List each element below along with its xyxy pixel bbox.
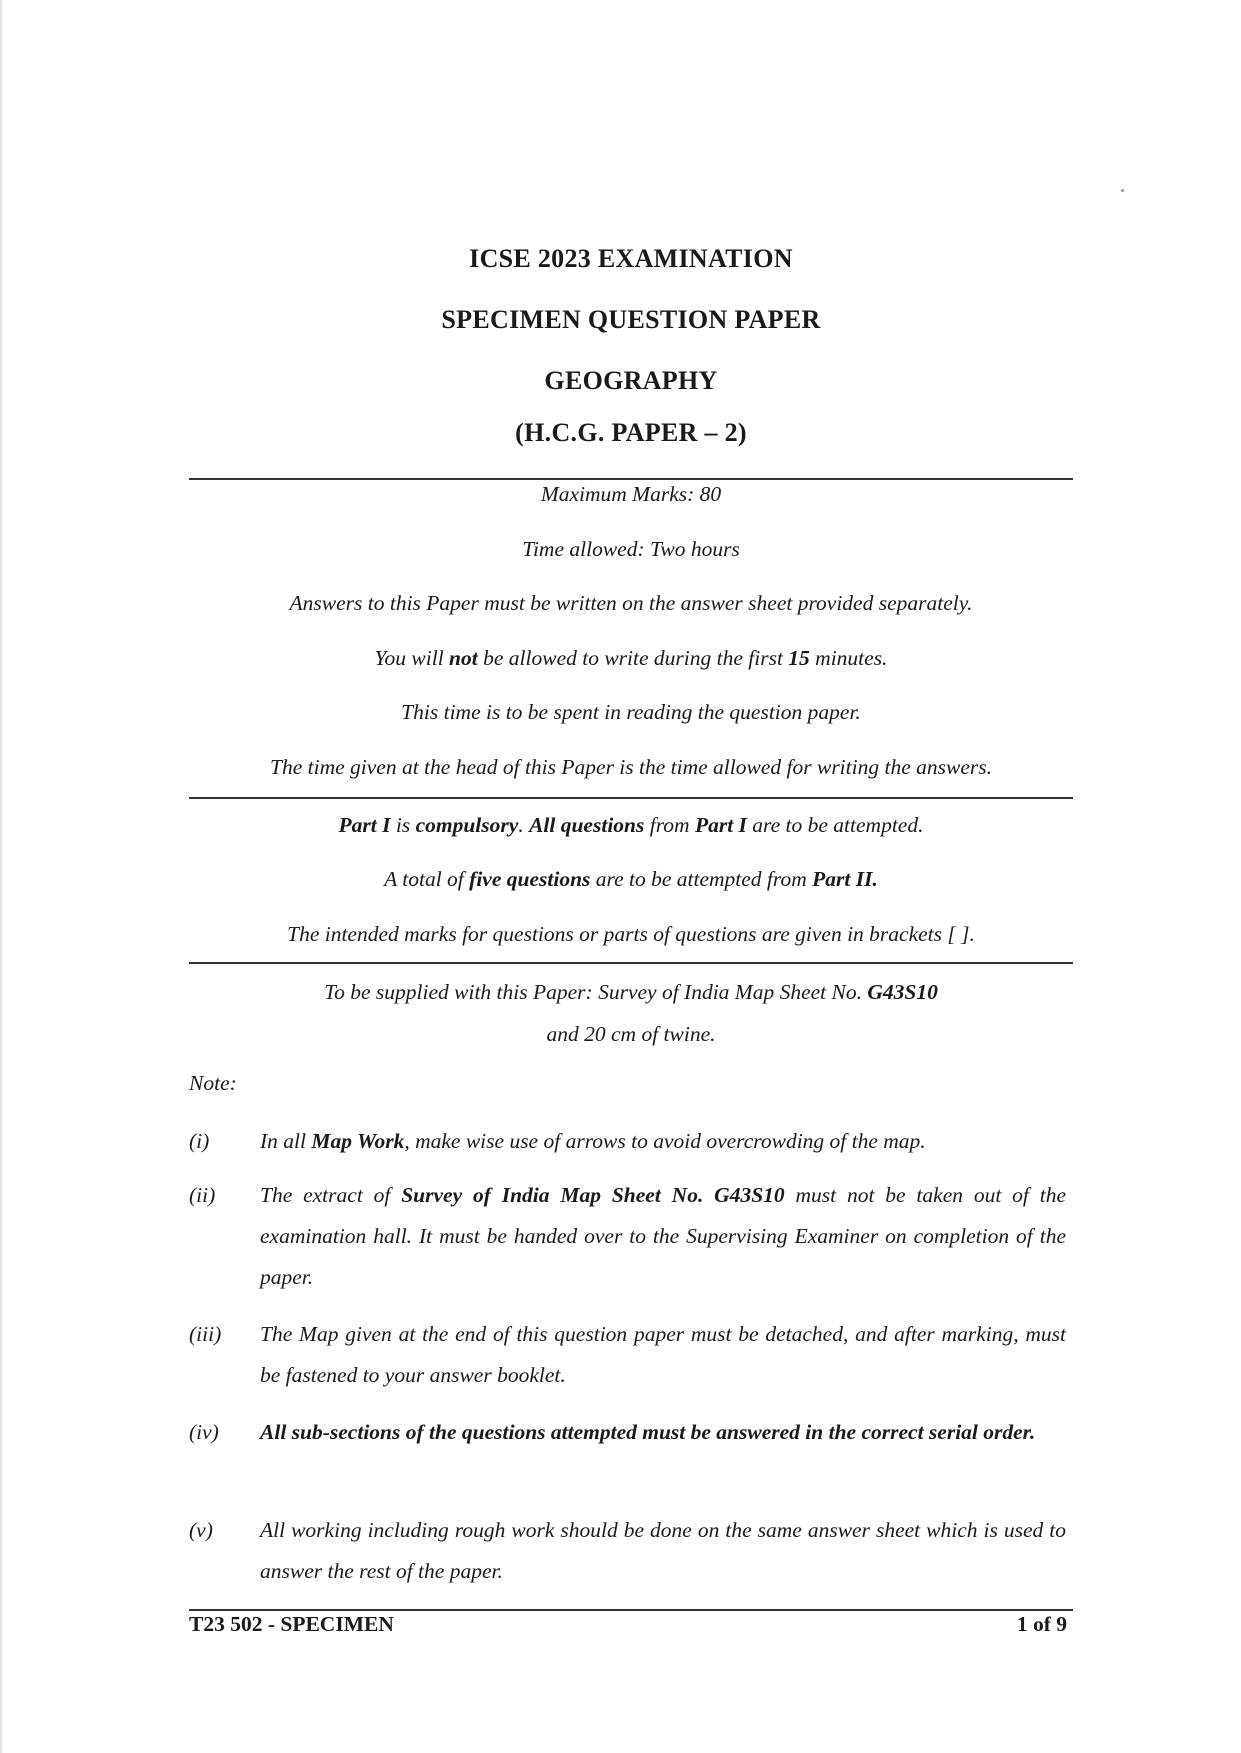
note-number: (v): [189, 1518, 213, 1542]
note-item: The Map given at the end of this question paper must be detached, and after marking, must be fastened to your answer booklet.: [260, 1322, 1066, 1387]
note-number: (iv): [189, 1420, 219, 1444]
note-item: All sub-sections of the questions attempted must be answered in the correct serial order.: [260, 1420, 1036, 1444]
page-number: 1 of 9: [1016, 1612, 1067, 1636]
supply-instruction-twine: and 20 cm of twine.: [546, 1022, 716, 1046]
note-label: Note:: [189, 1071, 237, 1095]
part-one-instruction: Part I is compulsory. All questions from Part I are to be attempted.: [338, 813, 924, 837]
divider-lower: [189, 962, 1073, 964]
footer-divider: [189, 1609, 1073, 1611]
paper-code-title: (H.C.G. PAPER – 2): [515, 418, 747, 447]
exam-title: ICSE 2023 EXAMINATION: [469, 244, 793, 273]
paper-type-title: SPECIMEN QUESTION PAPER: [441, 305, 821, 334]
divider-middle: [189, 797, 1073, 799]
subject-title: GEOGRAPHY: [544, 366, 718, 395]
marks-instruction: The intended marks for questions or parts of questions are given in brackets [ ].: [287, 922, 975, 946]
supply-instruction: To be supplied with this Paper: Survey of India Map Sheet No. G43S10: [324, 980, 938, 1004]
note-number: (iii): [189, 1322, 222, 1346]
note-item: In all Map Work, make wise use of arrows to avoid overcrowding of the map.: [260, 1129, 926, 1153]
note-item: The extract of Survey of India Map Sheet No. G43S10 must not be taken out of the examination hall. It must be handed over to the Supervising Examiner on completion of the paper.: [260, 1183, 1067, 1289]
answers-instruction: Answers to this Paper must be written on the answer sheet provided separately.: [289, 591, 973, 615]
note-item: All working including rough work should be done on the same answer sheet which is used to answer the rest of the paper.: [260, 1518, 1066, 1583]
reading-time-note: This time is to be spent in reading the question paper.: [401, 700, 861, 724]
paper-code: T23 502 - SPECIMEN: [189, 1612, 394, 1636]
scan-speck: [1121, 189, 1124, 192]
part-two-instruction: A total of five questions are to be attempted from Part II.: [384, 867, 878, 891]
time-given-note: The time given at the head of this Paper is the time allowed for writing the answers.: [270, 755, 992, 779]
max-marks: Maximum Marks: 80: [540, 482, 722, 506]
note-number: (i): [189, 1129, 210, 1153]
time-allowed: Time allowed: Two hours: [522, 537, 740, 561]
note-number: (ii): [189, 1183, 216, 1207]
reading-time-instruction: You will not be allowed to write during the first 15 minutes.: [374, 646, 888, 670]
